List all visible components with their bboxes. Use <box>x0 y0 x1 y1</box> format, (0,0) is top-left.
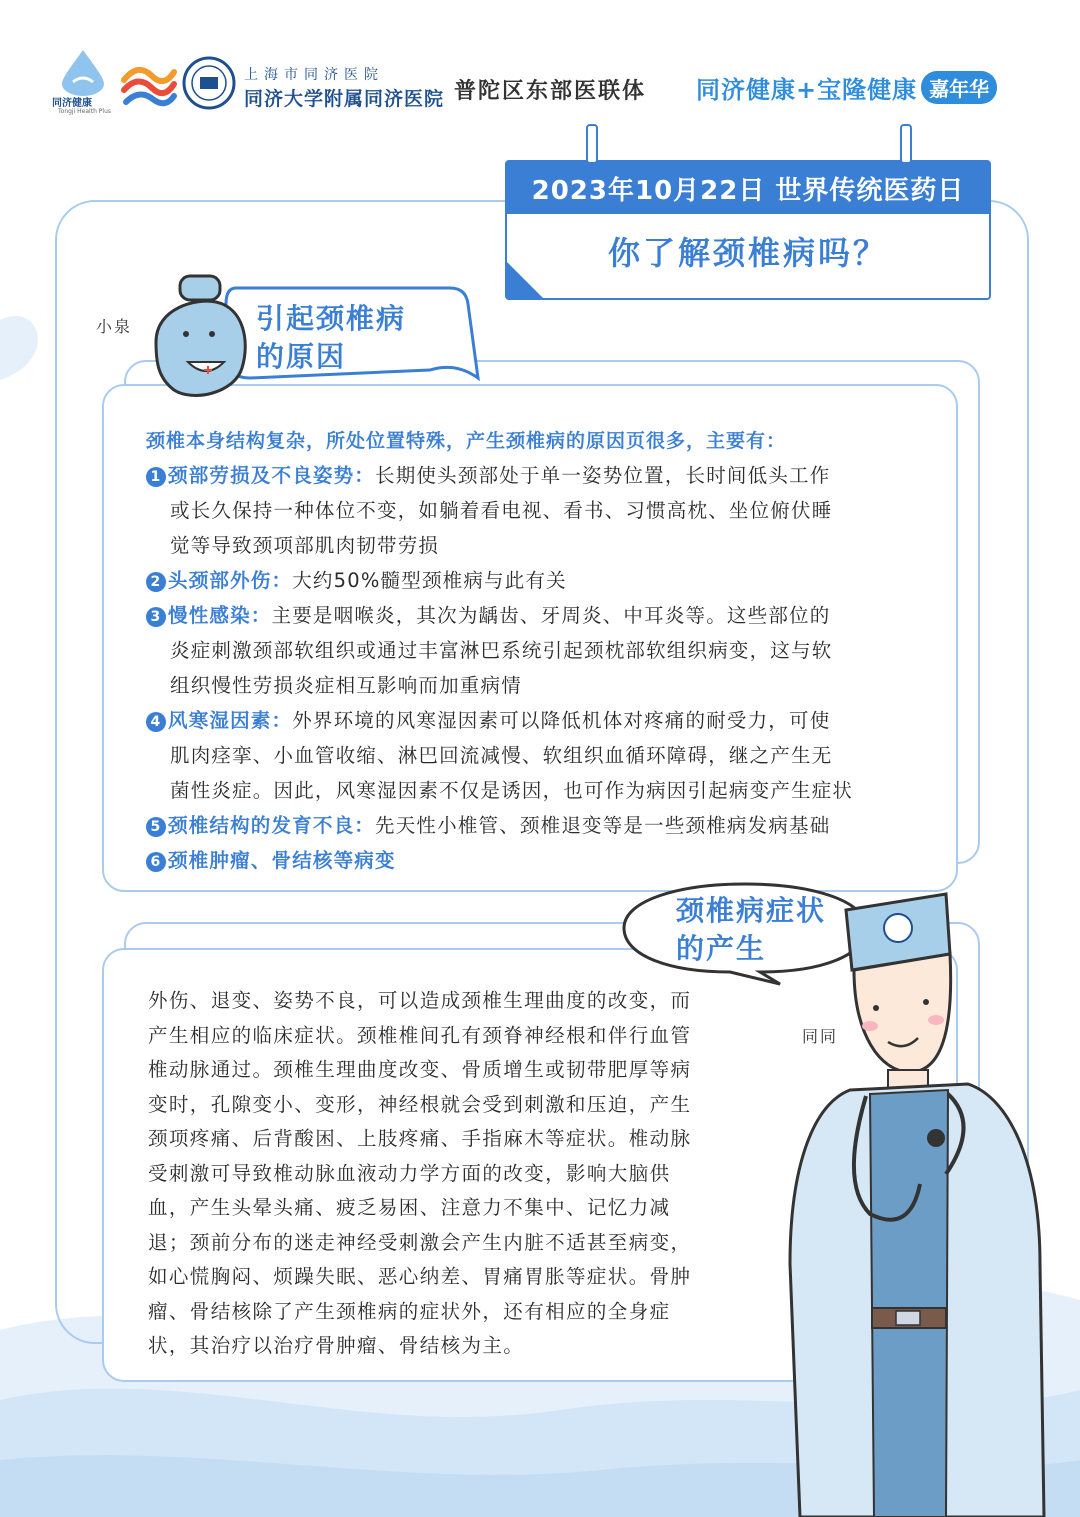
cause-title: 头颈部外伤： <box>168 569 293 592</box>
tongji-health-logo <box>48 46 118 118</box>
doctor-character-icon <box>770 884 1060 1517</box>
cause-number: 4 <box>146 712 166 732</box>
folded-corner-icon <box>507 262 547 298</box>
cause-title: 慢性感染： <box>168 604 272 627</box>
water-drop-logo-icon <box>48 46 118 96</box>
symptom-line: 血，产生头晕头痛、疲乏易困、注意力不集中、记忆力减 <box>148 1196 671 1219</box>
cause-text-line: 组织慢性劳损炎症相互影响而加重病情 <box>170 674 522 697</box>
symptom-line: 瘤、骨结核除了产生颈椎病的症状外，还有相应的全身症 <box>148 1299 671 1323</box>
cause-number: 2 <box>146 572 166 592</box>
title-card <box>505 160 991 300</box>
cause-title: 颈椎结构的发育不良： <box>168 814 376 837</box>
causes-heading-line2: 的原因 <box>256 340 347 373</box>
cause-number: 1 <box>146 467 166 487</box>
cause-text-line: 肌肉痉挛、小血管收缩、淋巴回流减慢、软组织血循环障碍，继之产生无 <box>170 744 833 767</box>
symptom-line: 状，其治疗以治疗骨肿瘤、骨结核为主。 <box>148 1334 525 1357</box>
hospital-name-line2: 同济大学附属同济医院 <box>244 88 445 110</box>
logo-subtext: Tongji Health Plus <box>58 108 111 115</box>
cause-text-line: 炎症刺激颈部软组织或通过丰富淋巴系统引起颈枕部软组织病变，这与软 <box>170 639 833 662</box>
cause-item <box>146 598 936 633</box>
wave-logo-icon <box>120 58 178 110</box>
cause-item <box>146 458 936 493</box>
symptoms-heading-line1: 颈椎病症状 <box>676 894 827 927</box>
brand-text: 同济健康+宝隆健康 <box>696 76 918 104</box>
cause-text-line: 觉等导致颈项部肌肉韧带劳损 <box>170 534 440 557</box>
cause-text: 大约50%髓型颈椎病与此有关 <box>292 569 567 592</box>
cause-item <box>146 703 936 738</box>
cause-text-line: 菌性炎症。因此，风寒湿因素不仅是诱因，也可作为病因引起病变产生症状 <box>170 779 854 802</box>
cause-text: 主要是咽喉炎，其次为龋齿、牙周炎、中耳炎等。这些部位的 <box>271 604 831 627</box>
symptoms-heading-line2: 的产生 <box>676 932 767 965</box>
symptom-line: 颈项疼痛、后背酸困、上肢疼痛、手指麻木等症状。椎动脉 <box>148 1127 692 1150</box>
hospital-name-line1: 上海市同济医院 <box>244 67 384 83</box>
symptom-line: 产生相应的临床症状。颈椎椎间孔有颈脊神经根和伴行血管 <box>148 1023 692 1047</box>
cause-text-line: 或长久保持一种体位不变，如躺着看电视、看书、习惯高枕、坐位俯伏睡 <box>170 499 833 522</box>
causes-heading-line1: 引起颈椎病 <box>256 302 407 335</box>
cause-text: 外界环境的风寒湿因素可以降低机体对疼痛的耐受力，可使 <box>292 709 831 732</box>
symptom-line: 椎动脉通过。颈椎生理曲度改变、骨质增生或韧带肥厚等病 <box>148 1058 692 1081</box>
main-title: 你了解颈椎病吗？ <box>607 234 888 272</box>
cause-number: 3 <box>146 607 166 627</box>
cause-text: 先天性小椎管、颈椎退变等是一些颈椎病发病基础 <box>375 814 831 837</box>
cause-title: 风寒湿因素： <box>168 709 293 732</box>
book-spiral-ring-icon <box>586 124 598 164</box>
cause-item <box>146 563 936 598</box>
cause-text: 长期使头颈部处于单一姿势位置，长时间低头工作 <box>375 464 831 487</box>
symptoms-paragraph <box>148 984 768 1364</box>
cause-item <box>146 843 936 878</box>
mascot-water-drop-icon <box>146 272 256 412</box>
symptom-line: 变时，孔隙变小、变形，神经根就会受到刺激和压迫，产生 <box>148 1092 692 1116</box>
symptom-line: 退；颈前分布的迷走神经受刺激会产生内脏不适甚至病变， <box>148 1230 692 1254</box>
causes-list <box>146 458 936 878</box>
cause-number: 5 <box>146 817 166 837</box>
causes-lead: 颈椎本身结构复杂，所处位置特殊，产生颈椎病的原因页很多，主要有： <box>146 430 787 452</box>
hospital-seal-icon <box>182 56 236 110</box>
symptom-line: 如心慌胸闷、烦躁失眠、恶心纳差、胃痛胃胀等症状。骨肿 <box>148 1265 692 1288</box>
medical-alliance-name: 普陀区东部医联体 <box>454 78 647 104</box>
cause-number: 6 <box>146 852 166 872</box>
symptom-line: 受刺激可导致椎动脉血液动力学方面的改变，影响大脑供 <box>148 1161 671 1185</box>
brand-logo <box>696 70 997 105</box>
brand-badge: 嘉年华 <box>921 71 997 104</box>
doctor-name-label: 同同 <box>802 1027 839 1046</box>
logo-text: 同济健康 <box>52 98 92 109</box>
cause-title: 颈部劳损及不良姿势： <box>168 464 376 487</box>
mascot-name-label: 小泉 <box>96 317 133 336</box>
symptom-line: 外伤、退变、姿势不良，可以造成颈椎生理曲度的改变，而 <box>148 989 692 1012</box>
cause-item <box>146 808 936 843</box>
cause-title: 颈椎肿瘤、骨结核等病变 <box>168 849 396 872</box>
date-banner: 2023年10月22日 世界传统医药日 <box>507 162 989 214</box>
book-spiral-ring-icon <box>900 124 912 164</box>
